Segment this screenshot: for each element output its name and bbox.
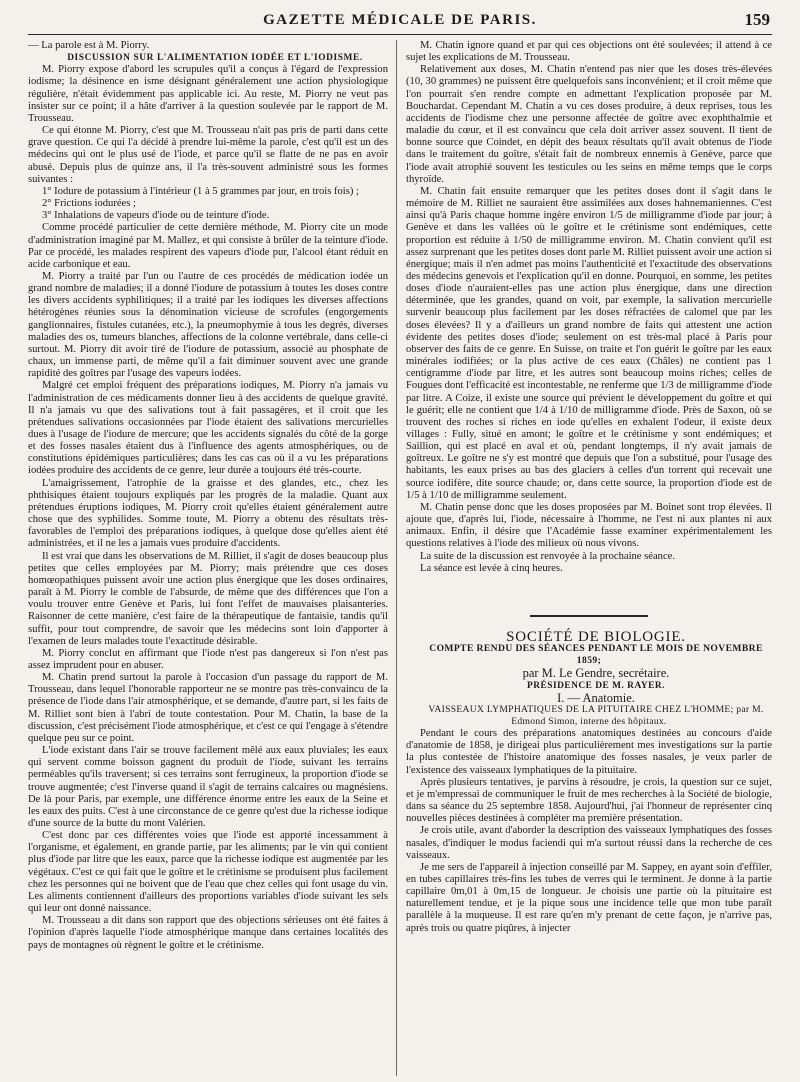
paragraph: M. Trousseau a dit dans son rapport que des objections sérieuses ont été faites à l'opinion d'après laquelle l'iode atmosphérique manque dans certaines localités des pays de montagnes où règnent le goître et le crétinisme.	[28, 915, 388, 951]
paragraph: L'iode existant dans l'air se trouve facilement mêlé aux eaux pluviales; les eaux qui servent comme boisson gagnent du produit de l'iode, suivant les terrains perméables qu'ils traversent; si ces terrains sont ferrugineux, la proportion d'iode se trouve augmentée; c'est l'inverse quand il s'agit de terrains calcaires ou magnésiens. De là pour Paris, par exemple, une différence énorme entre les eaux de la Seine et les eaux des puits. C'est à une circonstance de ce genre qu'est due la richesse iodique d'une source de la butte du mont Valérien.	[28, 745, 388, 829]
presidency-line: PRÉSIDENCE DE M. RAYER.	[527, 680, 665, 691]
paragraph: Malgré cet emploi fréquent des préparations iodiques, M. Piorry n'a jamais vu l'administration de ces médicaments donner lieu à des accidents de quelque gravité. Il n'a jamais vu que des salivations tout à fait passagères, et il croit que les prétendues salivations occasionnées par l'iode étaient des salivations mercurielles dues à l'usage de l'iodure de mercure; que les accidents signalés du côté de la gorge et des fosses nasales étaient dus à l'influence des agents atmosphériques, ou de constitutions épidémiques particulières; dans les cas cas où il a vu les préparations iodées produire des accidents de ce genre, leur durée a toujours été très-courte.	[28, 380, 388, 477]
paragraph: M. Chatin fait ensuite remarquer que les petites doses dont il s'agit dans le mémoire de M. Rilliet ne sauraient être assimilées aux doses hahnemaniennes. C'est ainsi qu'à Paris chaque homme ingère environ 1/5 de milligramme d'iode par jour; à Genève et dans les vallées où le goître et le crétinisme sont endémiques, cette proportion est réduite à 1/50 de milligramme environ. M. Chatin convient qu'il est assez surprenant que les petites doses dont parle M. Rilliet puissent avoir une action si énergique; mais il n'en admet pas moins l'authenticité et l'exactitude des observations des médecins genevois et l'explication qu'il en donne. Pourquoi, en somme, les petites doses d'iode n'auraient-elles pas une action plus énergique, dans une direction déterminée, que les grandes, quand on voit, par exemple, la salivation mercurielle survenir beaucoup plus facilement par les doses réfractées de calomel que par les doses élevées? Il y a d'ailleurs un grand nombre de faits qui attestent une action évidente des petites doses d'iode; seulement on est très-mal placé à Paris pour observer des faits de ce genre. En Suisse, on traite et l'on guérit le goître par les eaux minérales iodifiées; or la plus active de ces eaux (Châles) ne contient pas 1 centigramme d'iode par litre, et les autres sont beaucoup moins riches; celles de Fougues dont l'efficacité est incontestable, ne renferme que 1/3 de milligramme d'iode par litre. A Coize, il existe une source qui prévient le développement du goître et qui le guérit; elle ne contient que 1/4 à 1/10 de milligramme d'iode. Près de Saxon, où se trouvent des roches si riches en iode qu'elles en exhalent l'odeur, il existe deux villages : Fully, situé en amont; le goître et le crétinisme y sont endémiques; et Saillion, qui est placé en aval et où, pendant longtemps, il n'y avait jamais de goîtreux. Le goître ne s'y est montré que depuis que l'on a substitué, pour l'usage des habitants, les eaux prises au bas des glaciers à celles d'un torrent qui recevait une source iodifère, dite source chaude; or, dans cette source, la proportion d'iode est de 1/5 à 1/10 de milligramme seulement.	[406, 185, 772, 501]
list-item: 3° Inhalations de vapeurs d'iode ou de teinture d'iode.	[42, 210, 270, 222]
paragraph: Ce qui étonne M. Piorry, c'est que M. Trousseau n'ait pas pris de parti dans cette grave question. Ce qui l'a décidé à prendre lui-même la parole, c'est qu'il est un des médecins qui ont le plus usé de l'iode, et parce qu'il se flatte de ne pas en avoir abusé. Depuis plus de quinze ans, il l'a très-souvent administré sous les formes suivantes :	[28, 125, 388, 185]
list-item: 2° Frictions iodurées ;	[42, 198, 136, 210]
paragraph: Il est vrai que dans les observations de M. Rilliet, il s'agit de doses beaucoup plus petites que celles employées par M. Piorry; mais prétendre que ces doses homœopathiques puissent avoir une action plus énergique que les doses ordinaires, paraît à M. Piorry le comble de l'absurde, de même que des différences que l'on a voulu trouver entre Genève et Paris, lui font l'effet de mauvaises plaisanteries. Raisonner de cette manière, c'est faire de la thérapeutique de fantaisie, tandis qu'il suffit, pour tout comprendre, de savoir que les médecins sont loin d'apporter à l'examen de leurs malades toute l'exactitude désirable.	[28, 550, 388, 647]
paragraph: L'amaigrissement, l'atrophie de la graisse et des glandes, etc., chez les phthisiques étaient toujours expliqués par les progrès de la maladie. Quant aux prétendues éruptions iodiques, M. Piorry croit qu'elles étaient généralement autre chose que des syphilides. Somme toute, M. Piorry a obtenu des résultats très-favorables de l'emploi des préparations iodiques, à quelque dose qu'elles aient été administrées, et il ne les a jamais vues produire d'accidents.	[28, 477, 388, 550]
paragraph: Je crois utile, avant d'aborder la description des vaisseaux lymphatiques des fosses nasales, d'indiquer le modus faciendi qui m'a surtout réussi dans la recherche de ces vaisseaux.	[406, 825, 772, 861]
paragraph: La suite de la discussion est renvoyée à la prochaine séance.	[420, 550, 676, 562]
journal-title: GAZETTE MÉDICALE DE PARIS.	[263, 12, 537, 28]
running-head	[28, 10, 772, 35]
discussion-heading: DISCUSSION SUR L'ALIMENTATION IODÉE ET L'IODISME.	[67, 53, 363, 64]
right-column	[406, 40, 772, 1076]
opening-line: — La parole est à M. Piorry.	[28, 40, 150, 51]
page-number: 159	[744, 10, 770, 29]
paragraph: Relativement aux doses, M. Chatin n'entend pas nier que les doses très-élevées (10, 30 grammes) ne puissent être quelquefois sans inconvénient; et il croit même que l'on pourrait s'en rendre compte en admettant l'explication proposée par M. Bouchardat. Cependant M. Chatin a vu ces doses produire, à deux reprises, tous les accidents de l'iodisme chez une personne affectée de goître avec exophthalmie et maladie du cœur, et il est convaincu que cela doit arriver assez souvent. Il tient de bonne source que Coindet, en dépit des beaux résultats qu'il avait obtenus de l'iode dans le traitement du goître, s'était fait de nombreux ennemis à Genève, parce que l'iode avait atrophié souvent les testicules ou les seins en même temps que le corps thyroïde.	[406, 64, 772, 185]
paragraph: La séance est levée à cinq heures.	[420, 562, 563, 574]
paragraph: M. Chatin ignore quand et par qui ces objections ont été soulevées; il attend à ce sujet les explications de M. Trousseau.	[406, 40, 772, 64]
paragraph: Comme procédé particulier de cette dernière méthode, M. Piorry cite un mode d'administration imaginé par M. Mallez, et qui consiste à brûler de la teinture d'iode. Par ce procédé, les malades respirent des vapeurs d'iode pur, l'alcool étant réduit en acide carbonique et eau.	[28, 222, 388, 270]
paragraph: C'est donc par ces différentes voies que l'iode est apporté incessamment à l'organisme, et également, en grande partie, par les aliments; par le vin qui contient plus d'iode par litre que les eaux, parce que la richesse iodique est augmentée par les végétaux. C'est ce qui fait que le goître et le crétinisme se produisent plus facilement chez les personnes qui ne boivent que de l'eau que chez celles qui font usage du vin. Les aliments contiennent d'ailleurs des proportions variables d'iode suivant les sels qui leur ont donné naissance.	[28, 830, 388, 915]
paragraph: Après plusieurs tentatives, je parvins à résoudre, je crois, la question sur ce sujet, et je m'empressai de communiquer le fruit de mes recherches à la Société de biologie, dans sa séance du 25 septembre 1858. Aujourd'hui, j'ai l'honneur de représenter cinq nouvelles pièces destinées à compléter ma première présentation.	[406, 776, 772, 825]
subject-heading: VAISSEAUX LYMPHATIQUES DE LA PITUITAIRE CHEZ L'HOMME; par M. Edmond Simon, interne des hôpitaux.	[428, 703, 764, 727]
paragraph: M. Piorry a traité par l'un ou l'autre de ces procédés de médication iodée un grand nombre de maladies; il a donné l'iodure de potassium à toutes les doses contre les divers accidents syphilitiques; il a traité par les iodiques les diverses affections hétérogènes réunies sous la dénomination vicieuse de scrofules (engorgements ganglionnaires, fistules cutanées, etc.), la pneumophymie à tous les degrés, diverses maladies des os, tumeurs blanches, affections de la colonne vertébrale, dans celle-ci surtout. M. Piorry dit avoir tiré de l'iodure de potassium, associé au phosphate de chaux, un immense parti, de même qu'il a fait diminuer souvent avec une grande rapidité des goîtres par l'usage des vapeurs iodées.	[28, 270, 388, 380]
left-column	[28, 40, 388, 1076]
paragraph: M. Piorry expose d'abord les scrupules qu'il a conçus à l'égard de l'expression iodisme; la désinence en isme désignant généralement une action physiologique régulière, n'était évidemment pas applicable ici. Au reste, M. Piorry ne veut pas insister sur ce point; il a hâte d'arriver à la question soulevée par le rapport de M. Trousseau.	[28, 64, 388, 124]
paragraph: Pendant le cours des préparations anatomiques destinées au concours d'aide d'anatomie de 1858, je dirigeai plus particulièrement mes investigations sur la partie la plus contestée de l'histoire anatomique des fosses nasales, je veux parler de l'existence des vaisseaux lymphatiques de la pituitaire.	[406, 728, 772, 776]
author-line: par M. Le Gendre, secrétaire.	[522, 666, 670, 681]
paragraph: M. Piorry conclut en affirmant que l'iode n'est pas dangereux si l'on n'est pas assez imprudent pour en abuser.	[28, 647, 388, 671]
paragraph: M. Chatin pense donc que les doses proposées par M. Boinet sont trop élevées. Il ajoute que, d'après lui, l'iode, nécessaire à l'homme, ne l'est ni aux plantes ni aux animaux. Enfin, il désire que l'Académie fasse examiner expérimentalement les questions relatives à l'iode des milieux où nous vivons.	[406, 501, 772, 550]
report-line: COMPTE RENDU DES SÉANCES PENDANT LE MOIS DE NOVEMBRE 1859;	[429, 643, 763, 667]
column-divider	[396, 40, 397, 1076]
paragraph: M. Chatin prend surtout la parole à l'occasion d'un passage du rapport de M. Trousseau, dans lequel l'honorable rapporteur ne se montre pas très-convaincu de la présence de l'iode dans l'air atmosphérique, et se demande, d'autre part, si les faits de M. Rilliet sont bien à l'abri de toute contestation. Pour M. Chatin, la base de la discussion, c'est précisément l'iode atmosphérique, et c'est ce qui l'engage à s'étendre quelque peu sur ce point.	[28, 672, 388, 744]
paragraph: Je me sers de l'appareil à injection conseillé par M. Sappey, en ayant soin d'effiler, en tubes capillaires très-fins les tubes de verres qui le terminent. Je donne à la partie capillaire 0m,01 à 0m,15 de longueur. Je choisis une partie où la pituitaire est naturellement tendue, et je la pique sous une incidence telle que mon tube paraît parallèle à la muqueuse. Il est rare qu'en m'y prenant de cette façon, je n'arrive pas, après trois ou quatre piqûres, à injecter	[406, 861, 772, 934]
society-title: SOCIÉTÉ DE BIOLOGIE.	[506, 628, 686, 645]
section-heading: I. — Anatomie.	[557, 690, 635, 705]
list-item: 1° Iodure de potassium à l'intérieur (1 à 5 grammes par jour, en trois fois) ;	[42, 185, 359, 197]
section-separator-rule	[530, 615, 648, 617]
